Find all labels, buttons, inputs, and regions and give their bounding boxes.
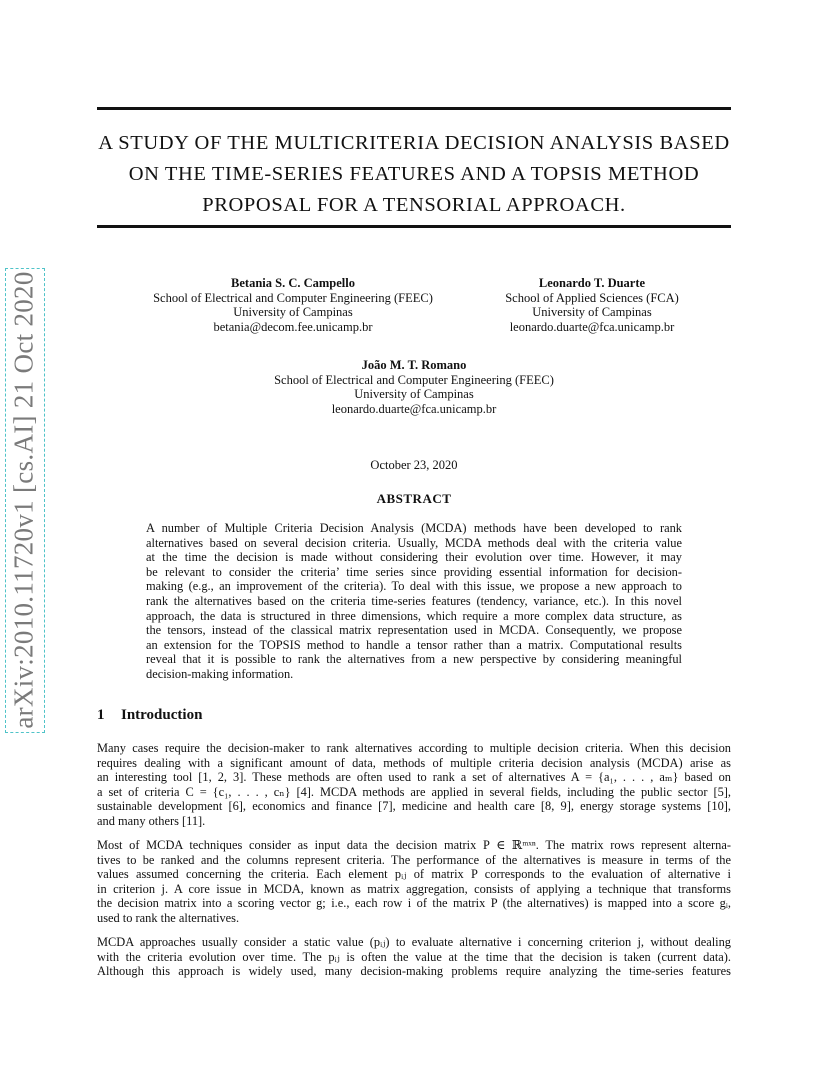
author-institution: University of Campinas [233, 305, 353, 320]
author-affiliation: School of Applied Sciences (FCA) [505, 290, 679, 305]
paper-title [97, 128, 731, 221]
paragraph-line: Although this approach is widely used, many decision-making problems require analyzing the time-series features [97, 964, 731, 979]
abstract-heading: ABSTRACT [376, 491, 452, 506]
abstract-line: at the time the decision is made without considering their evolution over time. However, it may [146, 550, 682, 565]
title-top-rule [97, 107, 731, 110]
abstract-line: decision-making information. [146, 666, 294, 681]
author-name: João M. T. Romano [361, 358, 467, 372]
abstract-line: the tensors, instead of the classical matrix representation used in MCDA. Consequently, we propose [146, 623, 682, 638]
section-number: 1 [97, 707, 105, 723]
paragraph-line: and many others [11]. [97, 813, 206, 828]
author-affiliation: School of Electrical and Computer Engineering (FEEC) [274, 372, 554, 387]
abstract-line: alternatives based on several decision criteria. Usually, MCDA methods deal with the criteria value [146, 535, 682, 550]
author-affiliation: School of Electrical and Computer Engineering (FEEC) [153, 290, 433, 305]
paragraph-line: used to rank the alternatives. [97, 910, 240, 925]
title-bottom-rule [97, 225, 731, 228]
abstract-line: be relevant to consider the criteria’ time series since providing essential information for decision- [146, 564, 682, 579]
title-line: PROPOSAL FOR A TENSORIAL APPROACH. [202, 194, 626, 216]
paragraph-line: Most of MCDA techniques consider as input data the decision matrix P ∈ ℝᵐˣⁿ. The matrix rows represent alterna- [97, 838, 731, 852]
arxiv-identifier[interactable]: arXiv:2010.11720v1 [cs.AI] 21 Oct 2020 [8, 271, 39, 729]
author-institution: University of Campinas [354, 387, 474, 402]
paragraph-line: tives to be ranked and the columns represent criteria. The performance of the alternatives is measure in terms of the [97, 852, 731, 867]
author-email[interactable]: betania@decom.fee.unicamp.br [213, 319, 373, 334]
abstract-line: rank the alternatives based on the criteria time-series features (tendency, variance, etc.). In this novel [146, 593, 682, 608]
title-line: ON THE TIME-SERIES FEATURES AND A TOPSIS METHOD [128, 163, 700, 185]
paragraph-line: an interesting tool [1, 2, 3]. These methods are often used to rank a set of alternatives A = {a₁, . . . , aₘ} based on [97, 770, 731, 785]
paragraph-line: a set of criteria C = {c₁, . . . , cₙ} [4]. MCDA methods are applied in several fields, including the public sector [5], [97, 784, 731, 799]
paragraph-line: Many cases require the decision-maker to rank alternatives according to multiple decision criteria. When this decision [97, 741, 731, 755]
body-paragraph [97, 741, 731, 829]
abstract-line: approach, the data is structured in three dimensions, which require a more complex data structure, as [146, 608, 682, 623]
author-block [259, 358, 569, 416]
abstract-line: an extension for the TOPSIS method to handle a tensor rather than a matrix. Computational results [146, 637, 682, 652]
paragraph-line: in criterion j. A core issue in MCDA, known as matrix aggregation, consists of applying a technique that transforms [97, 881, 731, 896]
paragraph-line: the decision matrix into a scoring vector g; i.e., each row i of the matrix P (the alternatives) is mapped into a score gᵢ, [97, 896, 731, 911]
abstract-line: reveal that it is possible to rank the alternatives from a new perspective by considering meaningful [146, 652, 682, 667]
abstract-line: making (e.g., an improvement of the criteria). To deal with this issue, we propose a new approach to [146, 579, 682, 594]
author-email[interactable]: leonardo.duarte@fca.unicamp.br [331, 401, 497, 416]
author-institution: University of Campinas [532, 305, 652, 320]
author-email[interactable]: leonardo.duarte@fca.unicamp.br [509, 319, 675, 334]
body-paragraph [97, 935, 731, 979]
author-block [492, 276, 692, 334]
paragraph-line: values assumed concerning the criteria. Each element pᵢⱼ of matrix P corresponds to the evaluation of alternative i [97, 867, 731, 882]
abstract-line: A number of Multiple Criteria Decision Analysis (MCDA) methods have been developed to rank [146, 521, 682, 535]
section-title: Introduction [121, 707, 203, 723]
section-heading [97, 707, 202, 724]
paragraph-line: requires dealing with a significant amount of data, methods of multiple criteria decision analysis (MCDA) arise as [97, 755, 731, 770]
paragraph-line: sustainable development [6], economics and finance [7], medicine and health care [8, 9], energy storage systems [10], [97, 799, 731, 814]
paper-date: October 23, 2020 [370, 458, 458, 472]
paragraph-line: MCDA approaches usually consider a static value (pᵢⱼ) to evaluate alternative i concerning criterion j, without dealing [97, 935, 731, 949]
title-line: A STUDY OF THE MULTICRITERIA DECISION ANALYSIS BASED [98, 132, 730, 154]
paragraph-line: with the criteria evolution over time. The pᵢⱼ is often the value at the time that the decision is taken (current data). [97, 949, 731, 964]
author-name: Leonardo T. Duarte [538, 276, 646, 290]
author-block [143, 276, 443, 334]
body-paragraph [97, 838, 731, 926]
abstract-body [146, 521, 682, 682]
author-name: Betania S. C. Campello [231, 276, 355, 290]
